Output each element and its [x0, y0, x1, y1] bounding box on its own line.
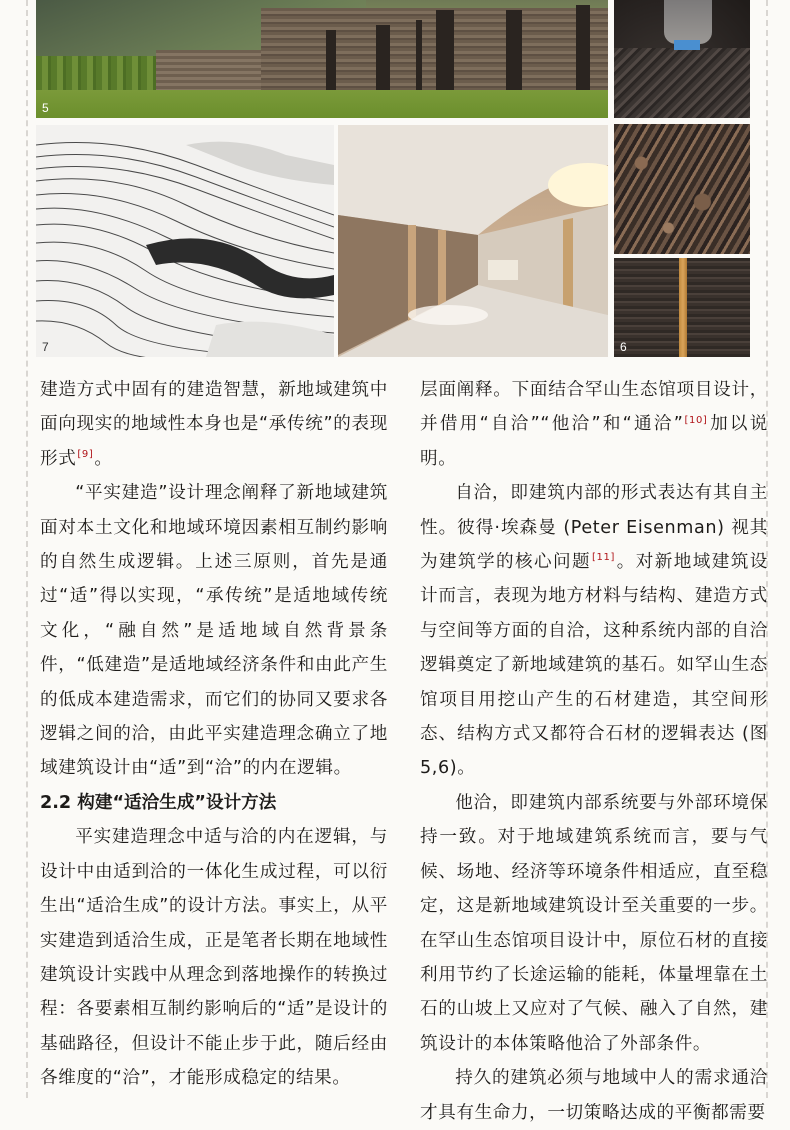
citation-11: [11] — [592, 552, 615, 564]
figure-7-terrain-model — [36, 125, 334, 357]
stone-pile-worker-photo — [614, 0, 750, 118]
right-text-column — [420, 373, 768, 1130]
right-paragraph-1: 层面阐释。下面结合罕山生态馆项目设计，并借用“自洽”“他洽”和“通洽”[10]加以说明。 — [420, 380, 768, 469]
figure-5-photo — [36, 0, 608, 118]
citation-9: [9] — [77, 448, 94, 460]
page-edge-left — [26, 0, 28, 1098]
figure-5-number: 5 — [42, 101, 49, 115]
stone-texture-photo — [614, 124, 750, 254]
left-text-column — [40, 373, 388, 1096]
interior-corridor-photo — [338, 125, 608, 357]
citation-10: [10] — [684, 414, 708, 426]
figure-7-number: 7 — [42, 340, 49, 354]
left-paragraph-3: 平实建造理念中适与洽的内在逻辑，与设计中由适到洽的一体化生成过程，可以衍生出“适洽生成”的设计方法。事实上，从平实建造到适洽生成，正是笔者长期在地域性建筑设计实践中从理念到落地操作的转换过程：各要素相互制约影响后的“适”是设计的基础路径，但设计不能止步于此，随后经由各维度的“洽”，才能形成稳定的结果。 — [40, 827, 388, 1089]
right-paragraph-4: 持久的建筑必须与地域中人的需求通洽才具有生命力，一切策略达成的平衡都需要 — [420, 1068, 768, 1123]
right-paragraph-3: 他洽，即建筑内部系统要与外部环境保持一致。对于地域建筑系统而言，要与气候、场地、经济等环境条件相适应，直至稳定，这是新地域建筑设计至关重要的一步。在罕山生态馆项目设计中，原位石材的直接利用节约了长途运输的能耗，体量埋靠在土石的山坡上又应对了气候、融入了自然，建筑设计的本体策略他洽了外部条件。 — [420, 792, 768, 1054]
section-heading-2-2: 2.2 构建“适洽生成”设计方法 — [40, 792, 277, 813]
right-paragraph-2: 自洽，即建筑内部的形式表达有其自主性。彼得·埃森曼 (Peter Eisenman) 视其为建筑学的核心问题[11]。对新地域建筑设计而言，表现为地方材料与结构、建造方式与空间等方面的自洽，这种系统内部的自洽逻辑奠定了新地域建筑的基石。如罕山生态馆项目用挖山产生的石材建造，其空间形态、结构方式又都符合石材的逻辑表达 (图5,6)。 — [420, 483, 768, 779]
left-paragraph-2: “平实建造”设计理念阐释了新地域建筑面对本土文化和地域环境因素相互制约影响的自然生成逻辑。上述三原则，首先是通过“适”得以实现，“承传统”是适地域传统文化，“融自然”是适地域自然背景条件，“低建造”是适地域经济条件和由此产生的低成本建造需求，而它们的协同又要求各逻辑之间的洽，由此平实建造理念确立了地域建筑设计由“适”到“洽”的内在逻辑。 — [40, 483, 388, 779]
figure-6-number: 6 — [620, 340, 627, 354]
left-paragraph-1: 建造方式中固有的建造智慧，新地域建筑中面向现实的地域性本身也是“承传统”的表现形式[9]。 — [40, 380, 388, 469]
figure-6-stone-wall-photo — [614, 258, 750, 357]
